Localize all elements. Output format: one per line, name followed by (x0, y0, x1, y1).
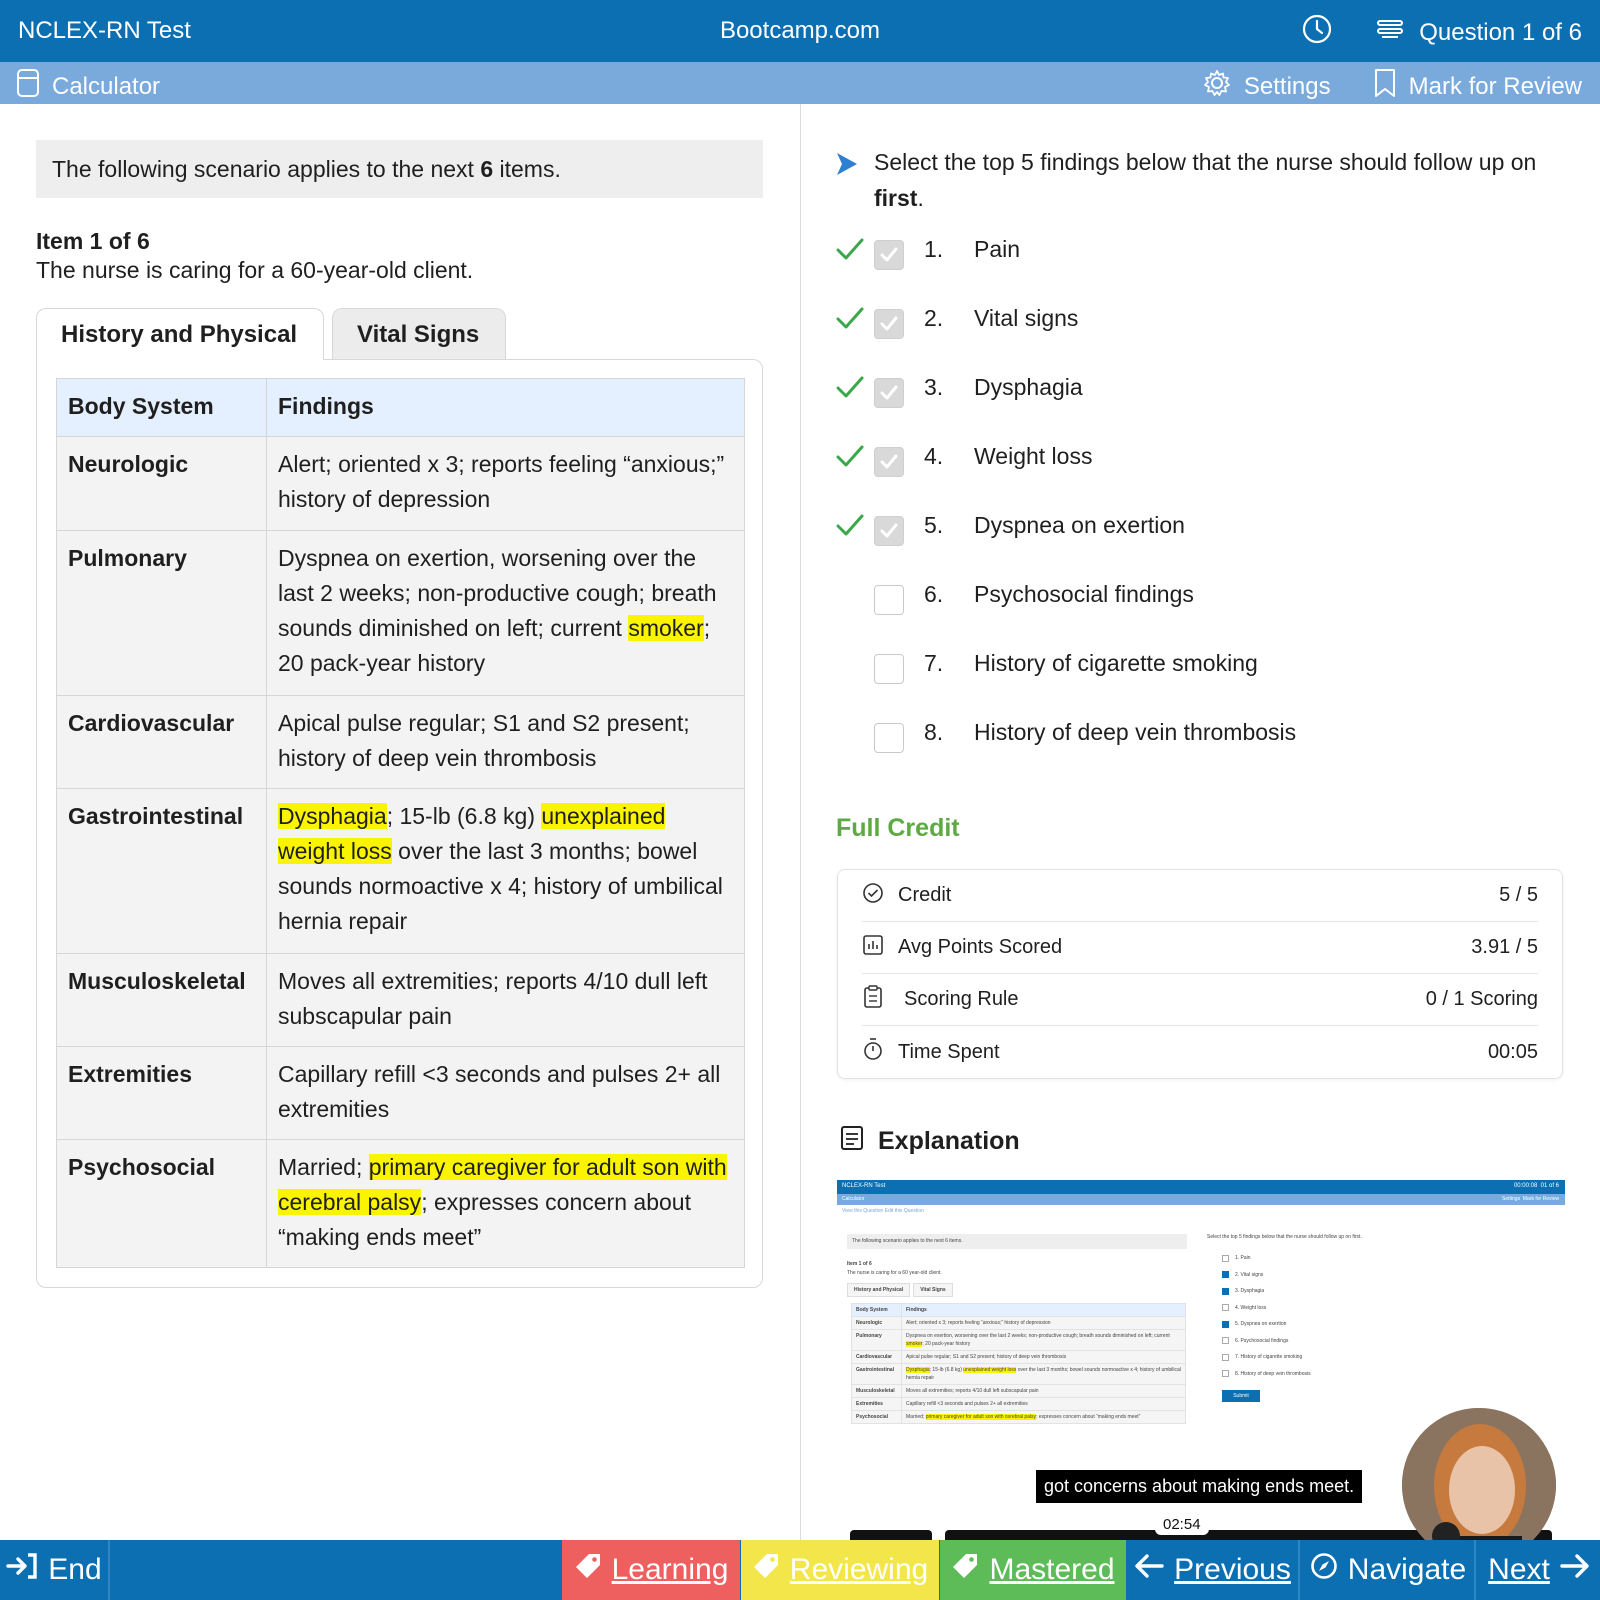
thumb-cell (902, 1351, 1186, 1364)
thumb-item-heading: Item 1 of 6 (847, 1261, 872, 1267)
body-system-cell: Psychosocial (57, 1140, 267, 1268)
thumb-text: Dysphagia (906, 1367, 930, 1373)
thumb-cell (902, 1411, 1186, 1424)
thumb-item-desc: The nurse is caring for a 60 year-old client. (847, 1270, 942, 1276)
thumb-option (1222, 1316, 1311, 1333)
answer-option[interactable] (836, 719, 1556, 788)
thumb-prompt: Select the top 5 findings below that the nurse should follow up on first. (1207, 1234, 1362, 1240)
finding-text: Apical pulse regular; S1 and S2 present; history of deep vein thrombosis (278, 710, 690, 771)
thumb-option (1222, 1300, 1311, 1317)
thumb-text: over the last 3 months; bowel sounds normoactive x 4; history of umbilical hernia repair (906, 1367, 1181, 1381)
tab-panel (36, 359, 763, 1288)
site-name: Bootcamp.com (719, 17, 881, 44)
thumb-cell: Gastrointestinal (852, 1364, 902, 1385)
option-number: 6. (924, 581, 944, 607)
question-list-icon[interactable] (1375, 17, 1405, 48)
app-title: NCLEX-RN Test (18, 17, 191, 44)
thumb-text: primary caregiver for adult son with cerebral palsy (925, 1414, 1037, 1420)
thumb-title: NCLEX-RN Test (842, 1183, 886, 1189)
findings-cell (267, 954, 745, 1047)
answer-checkbox[interactable] (874, 309, 904, 339)
thumb-th: Body System (852, 1304, 902, 1317)
answer-options (836, 236, 1556, 788)
body-system-cell: Cardiovascular (57, 696, 267, 789)
thumb-text: Alert; oriented x 3; reports feeling “anxious;” history of depression (906, 1320, 1051, 1326)
table-row (57, 954, 745, 1047)
prompt-bold: first (874, 185, 918, 211)
item-description: The nurse is caring for a 60-year-old client. (36, 257, 474, 283)
body-system-cell: Extremities (57, 1047, 267, 1140)
thumb-option-label: 1. Pain (1235, 1255, 1251, 1262)
arrow-left-icon (1134, 1553, 1164, 1587)
tag-icon (574, 1552, 602, 1588)
item-heading: Item 1 of 6 (36, 228, 150, 254)
result-status: Full Credit (836, 814, 960, 842)
checkmark-icon (879, 522, 899, 540)
prompt-end: . (917, 185, 924, 211)
mastered-label: Mastered (989, 1553, 1115, 1586)
correct-check-icon (836, 512, 874, 546)
thumb-option (1222, 1333, 1311, 1350)
bookmark-icon[interactable] (1373, 68, 1397, 105)
thumb-checkbox (1222, 1321, 1229, 1328)
thumb-option (1222, 1366, 1311, 1383)
option-number: 3. (924, 374, 944, 400)
thumb-option-label: 4. Weight loss (1235, 1304, 1267, 1311)
bottom-bar (0, 1540, 1600, 1600)
table-row (57, 1047, 745, 1140)
tab-history-and-physical[interactable]: History and Physical (36, 308, 324, 360)
thumb-cell: Cardiovascular (852, 1351, 902, 1364)
answer-option[interactable] (836, 305, 1556, 374)
document-icon (840, 1125, 864, 1158)
finding-text: Dyspnea on exertion, worsening over the last 2 weeks; non-productive cough; breath sounds diminished on left; current (278, 545, 717, 641)
tag-icon (752, 1552, 780, 1588)
next-label: Next (1488, 1553, 1550, 1586)
thumb-option-label: 5. Dyspnea on exertion (1235, 1321, 1287, 1328)
thumb-th: Findings (902, 1304, 1186, 1317)
scenario-banner (36, 140, 763, 198)
thumb-text: Dyspnea on exertion, worsening over the last 2 weeks; non-productive cough; breath sounds diminished on left; current (906, 1333, 1170, 1339)
thumb-item (847, 1260, 942, 1278)
check-placeholder (836, 650, 874, 684)
calculator-label: Calculator (52, 72, 161, 100)
thumb-option-label: 3. Dysphagia (1235, 1288, 1265, 1295)
checkmark-icon (879, 246, 899, 264)
option-label: Dyspnea on exertion (974, 512, 1185, 538)
prompt-text: Select the top 5 findings below that the nurse should follow up on (874, 149, 1537, 175)
thumb-table (851, 1303, 1186, 1424)
body-system-cell: Gastrointestinal (57, 789, 267, 954)
table-row (57, 531, 745, 696)
thumb-tabs (847, 1283, 953, 1297)
thumb-text: Moves all extremities; reports 4/10 dull left subscapular pain (906, 1388, 1039, 1394)
question-counter: Question 1 of 6 (1419, 18, 1582, 46)
mark-for-review-button[interactable]: Mark for Review (1408, 72, 1582, 100)
thumb-mark: Mark for Review (1522, 1196, 1559, 1202)
thumb-checkbox (1222, 1255, 1229, 1262)
check-placeholder (836, 581, 874, 615)
thumb-tab-history: History and Physical (847, 1283, 910, 1297)
thumb-option (1222, 1250, 1311, 1267)
findings-cell (267, 1047, 745, 1140)
thumb-text: ; 20 pack-year history (922, 1341, 971, 1347)
thumb-settings: Settings (1502, 1196, 1521, 1202)
score-value: 0 / 1 Scoring (1425, 988, 1538, 1010)
thumb-scenario: The following scenario applies to the next 6 items. (847, 1234, 1187, 1249)
thumb-option-label: 8. History of deep vein thrombosis (1235, 1370, 1311, 1377)
thumb-cell: Pulmonary (852, 1330, 902, 1351)
question-prompt (836, 144, 1556, 216)
option-number: 7. (924, 650, 944, 676)
answer-checkbox[interactable] (874, 585, 904, 615)
score-card (837, 869, 1563, 1079)
correct-check-icon (836, 443, 874, 477)
column-header-body-system: Body System (57, 379, 267, 437)
thumb-cell (902, 1330, 1186, 1351)
correct-check-icon (836, 374, 874, 408)
findings-cell (267, 696, 745, 789)
thumb-checkbox (1222, 1354, 1229, 1361)
table-row (57, 437, 745, 531)
thumb-row (852, 1330, 1186, 1351)
thumb-text: Apical pulse regular; S1 and S2 present; history of deep vein thrombosis (906, 1354, 1067, 1360)
answer-option[interactable] (836, 236, 1556, 305)
finding-text: ; 15-lb (6.8 kg) (386, 803, 542, 829)
option-number: 8. (924, 719, 944, 745)
score-value: 00:05 (1487, 1040, 1538, 1063)
finding-text: ; expresses concern about “making ends meet” (278, 1189, 691, 1250)
explanation-heading (840, 1125, 1020, 1158)
reviewing-label: Reviewing (789, 1553, 929, 1586)
highlighted-text: primary caregiver for adult son with cerebral palsy (278, 1154, 727, 1215)
table-row (57, 696, 745, 789)
answer-option[interactable] (836, 650, 1556, 719)
body-system-cell: Neurologic (57, 437, 267, 531)
settings-button[interactable]: Settings (1243, 72, 1331, 100)
checkmark-icon (879, 315, 899, 333)
thumb-text: ; 15-lb (6.8 kg) (929, 1367, 964, 1373)
video-control-left[interactable] (850, 1530, 932, 1540)
score-row-avg-points (862, 922, 1538, 974)
end-button[interactable] (0, 1540, 110, 1600)
thumb-option (1222, 1267, 1311, 1284)
calculator-icon (16, 68, 40, 105)
thumb-cell: Neurologic (852, 1317, 902, 1330)
score-label: Time Spent (898, 1040, 1000, 1063)
thumb-calculator: Calculator (842, 1196, 865, 1202)
column-header-findings: Findings (267, 379, 745, 437)
thumb-cell: Extremities (852, 1398, 902, 1411)
option-label: Weight loss (974, 443, 1093, 469)
option-number: 1. (924, 236, 944, 262)
option-label: Psychosocial findings (974, 581, 1194, 607)
thumb-row (852, 1364, 1186, 1385)
thumb-top-bar (837, 1180, 1565, 1194)
answer-option[interactable] (836, 374, 1556, 443)
thumb-tab-vitals: Vital Signs (913, 1283, 952, 1297)
thumb-text: ; expresses concern about “making ends meet” (1036, 1414, 1141, 1420)
option-label: Dysphagia (974, 374, 1083, 400)
highlighted-text: unexplained weight loss (278, 803, 666, 864)
option-label: History of deep vein thrombosis (974, 719, 1297, 745)
thumb-option-label: 7. History of cigarette smoking (1235, 1354, 1303, 1361)
thumb-counter: 01 of 6 (1540, 1183, 1559, 1189)
instructor-webcam (1402, 1408, 1556, 1562)
option-label: Pain (974, 236, 1021, 262)
finding-text: Alert; oriented x 3; reports feeling “anxious;” history of depression (278, 451, 725, 512)
body-system-cell: Pulmonary (57, 531, 267, 696)
thumb-sub-bar (837, 1194, 1565, 1205)
score-row-time-spent (862, 1026, 1538, 1078)
answer-option[interactable] (836, 512, 1556, 581)
findings-cell (267, 437, 745, 531)
thumb-cell (902, 1385, 1186, 1398)
learning-label: Learning (611, 1553, 729, 1586)
option-label: Vital signs (974, 305, 1079, 331)
answer-checkbox[interactable] (874, 240, 904, 270)
checkmark-icon (879, 453, 899, 471)
arrow-right-icon (1560, 1553, 1590, 1587)
reviewing-button[interactable] (741, 1540, 939, 1600)
thumb-row (852, 1351, 1186, 1364)
pane-divider (800, 104, 801, 1540)
findings-cell (267, 1140, 745, 1268)
stopwatch-icon (862, 1037, 898, 1067)
thumb-checkbox (1222, 1288, 1229, 1295)
score-label: Avg Points Scored (898, 936, 1063, 958)
answer-option[interactable] (836, 443, 1556, 512)
checkmark-icon (879, 384, 899, 402)
check-placeholder (836, 719, 874, 753)
scenario-text: The following scenario applies to the next (52, 156, 481, 182)
thumb-text: Capillary refill <3 seconds and pulses 2+ all extremities (906, 1401, 1028, 1407)
finding-text: Married; (278, 1154, 369, 1180)
answer-checkbox[interactable] (874, 723, 904, 753)
video-time: 02:54 (1155, 1514, 1209, 1535)
exhibit-tabs (36, 308, 506, 360)
score-value: 5 / 5 (1499, 884, 1538, 906)
exit-icon (6, 1552, 38, 1588)
answer-checkbox[interactable] (874, 516, 904, 546)
findings-cell (267, 789, 745, 954)
previous-button[interactable] (1127, 1540, 1300, 1600)
navigate-label: Navigate (1347, 1553, 1467, 1586)
score-value: 3.91 / 5 (1471, 936, 1538, 958)
thumb-cell (902, 1398, 1186, 1411)
thumb-cell: Psychosocial (852, 1411, 902, 1424)
thumb-options (1222, 1250, 1311, 1382)
thumb-checkbox (1222, 1370, 1229, 1377)
thumb-submit: Submit (1222, 1390, 1260, 1402)
answer-checkbox[interactable] (874, 654, 904, 684)
thumb-option-label: 2. Vital signs (1235, 1271, 1264, 1278)
option-number: 4. (924, 443, 944, 469)
finding-text: Capillary refill <3 seconds and pulses 2+ all extremities (278, 1061, 721, 1122)
answer-checkbox[interactable] (874, 447, 904, 477)
score-row-scoring-rule (862, 974, 1538, 1026)
score-label: Scoring Rule (904, 988, 1019, 1010)
next-button[interactable] (1478, 1540, 1600, 1600)
calculator-button[interactable] (16, 68, 160, 105)
bar-chart-icon (862, 934, 898, 962)
thumb-row (852, 1398, 1186, 1411)
mastered-button[interactable] (940, 1540, 1126, 1600)
table-row (57, 1140, 745, 1268)
tag-icon (951, 1552, 979, 1588)
thumb-checkbox (1222, 1304, 1229, 1311)
thumb-row (852, 1317, 1186, 1330)
thumb-checkbox (1222, 1337, 1229, 1344)
thumb-cell: Musculoskeletal (852, 1385, 902, 1398)
thumb-cell (902, 1364, 1186, 1385)
thumb-option (1222, 1349, 1311, 1366)
thumb-option (1222, 1283, 1311, 1300)
body-system-cell: Musculoskeletal (57, 954, 267, 1047)
findings-cell (267, 531, 745, 696)
play-arrow-icon (836, 150, 858, 216)
previous-label: Previous (1174, 1553, 1291, 1586)
scenario-count: 6 (480, 156, 494, 182)
clock-icon[interactable] (1301, 13, 1333, 52)
answer-checkbox[interactable] (874, 378, 904, 408)
check-circle-icon (862, 882, 898, 910)
explanation-title: Explanation (878, 1127, 1020, 1155)
finding-text: ; 20 pack-year history (278, 615, 711, 676)
option-label: History of cigarette smoking (974, 650, 1258, 676)
thumb-links: View this Question Edit this Question (842, 1208, 924, 1214)
gear-icon[interactable] (1202, 68, 1232, 105)
finding-text: over the last 3 months; bowel sounds normoactive x 4; history of umbilical hernia repair (278, 838, 723, 934)
score-row-credit (862, 870, 1538, 922)
answer-option[interactable] (836, 581, 1556, 650)
thumb-option-label: 6. Psychosocial findings (1235, 1337, 1289, 1344)
tool-bar (0, 62, 1600, 104)
score-label: Credit (898, 884, 952, 906)
thumb-text: unexplained weight loss (963, 1367, 1017, 1373)
clipboard-icon (862, 985, 898, 1015)
thumb-row (852, 1411, 1186, 1424)
tab-vital-signs[interactable]: Vital Signs (332, 308, 506, 360)
correct-check-icon (836, 305, 874, 339)
thumb-cell (902, 1317, 1186, 1330)
thumb-checkbox (1222, 1271, 1229, 1278)
video-caption: got concerns about making ends meet. (1036, 1470, 1362, 1503)
scenario-text-end: items. (493, 156, 561, 182)
compass-icon (1310, 1552, 1338, 1588)
thumb-text: Married; (906, 1414, 926, 1420)
top-bar (0, 0, 1600, 62)
learning-button[interactable] (562, 1540, 740, 1600)
navigate-button[interactable] (1302, 1540, 1476, 1600)
end-label: End (48, 1553, 102, 1586)
correct-check-icon (836, 236, 874, 270)
findings-table (56, 378, 745, 1268)
thumb-row (852, 1385, 1186, 1398)
finding-text: Moves all extremities; reports 4/10 dull left subscapular pain (278, 968, 708, 1029)
thumb-text: smoker (906, 1341, 923, 1347)
option-number: 5. (924, 512, 944, 538)
highlighted-text: Dysphagia (278, 803, 387, 829)
highlighted-text: smoker (628, 615, 704, 641)
table-row (57, 789, 745, 954)
thumb-timer: 00:00:08 (1513, 1183, 1538, 1189)
option-number: 2. (924, 305, 944, 331)
